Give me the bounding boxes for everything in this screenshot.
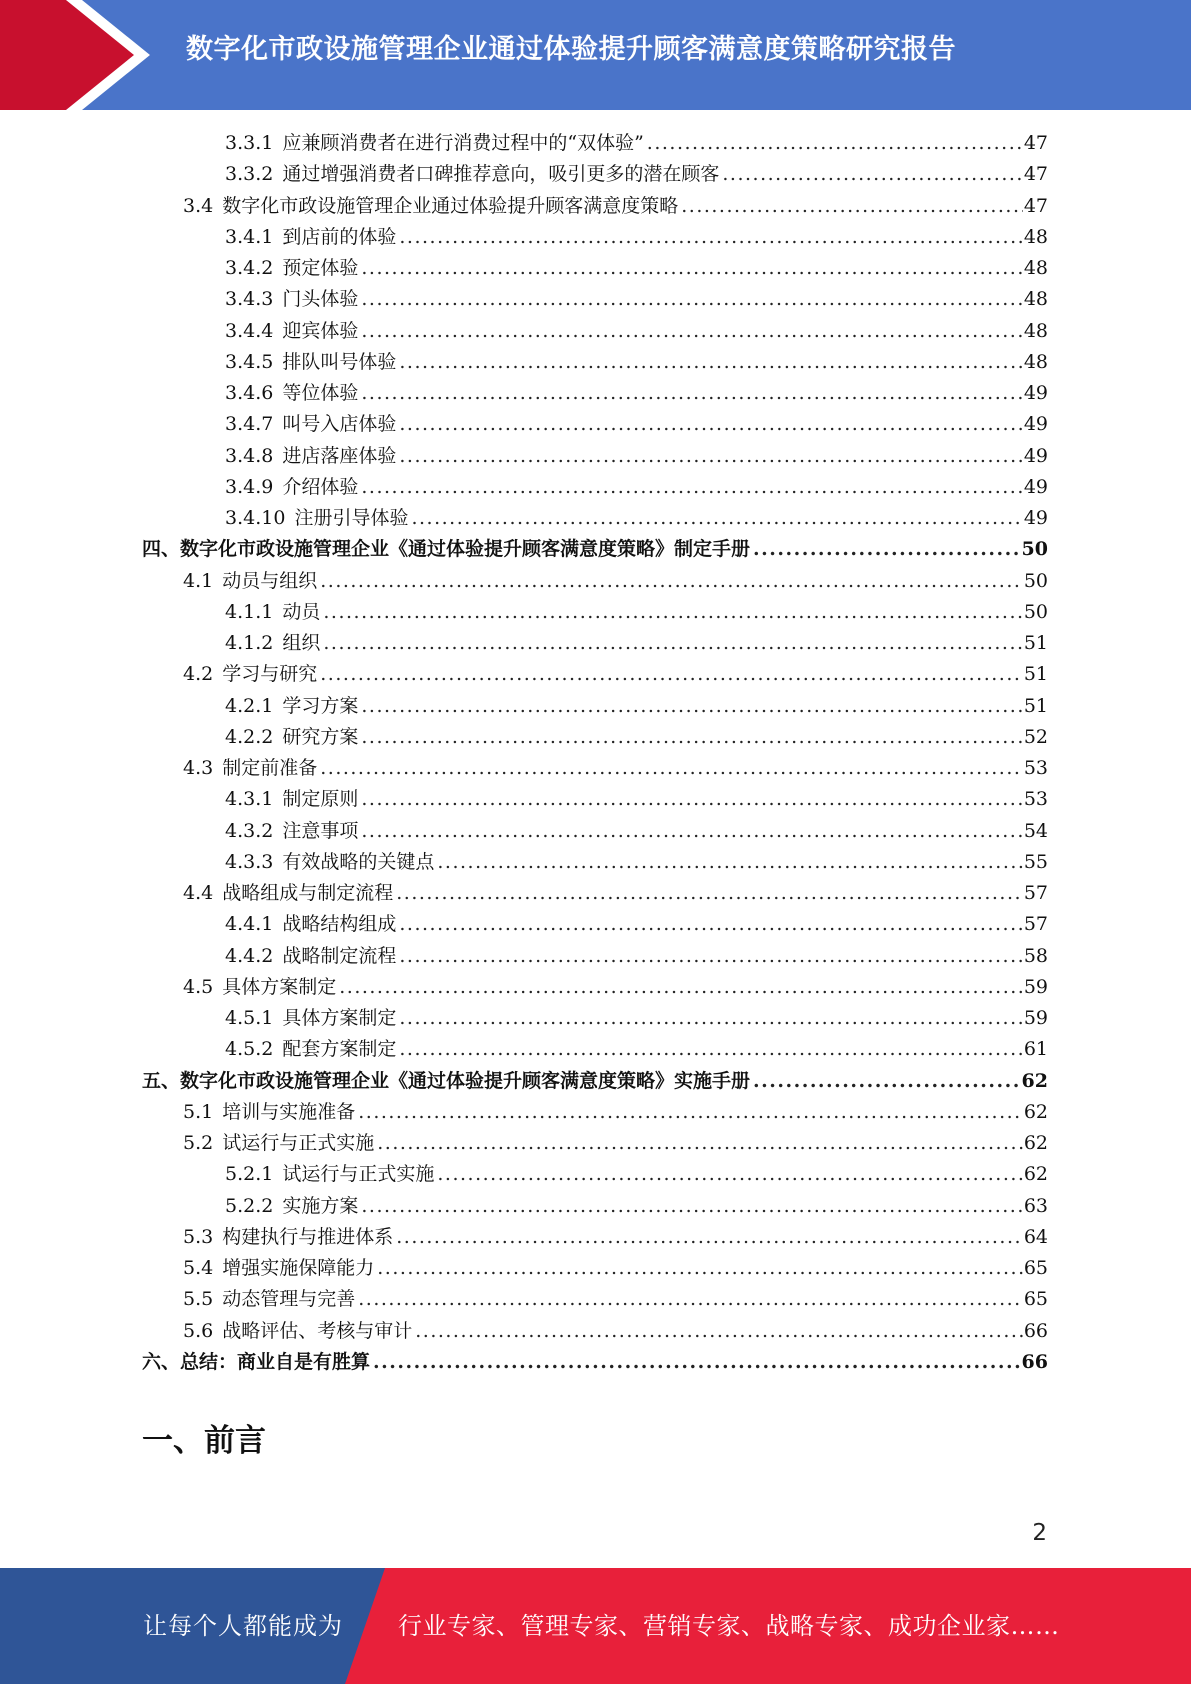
toc-entry-number: 4.4 — [183, 882, 214, 904]
toc-entry-title: 排队叫号体验 — [282, 350, 397, 373]
toc-entry-number: 5.6 — [183, 1319, 214, 1342]
toc-entry-page: 47 — [1023, 163, 1048, 186]
table-of-contents — [142, 128, 1048, 1378]
toc-leader-dots — [361, 722, 1022, 753]
toc-entry-title: 配套方案制定 — [282, 1038, 397, 1061]
toc-entry-page: 50 — [1023, 600, 1048, 623]
toc-leader-dots — [373, 1347, 1021, 1378]
toc-entry[interactable] — [142, 191, 1048, 222]
toc-entry[interactable] — [142, 941, 1048, 972]
toc-entry-number: 4.2.1 — [225, 694, 274, 717]
toc-entry[interactable] — [142, 784, 1048, 815]
toc-entry[interactable] — [142, 1159, 1048, 1190]
toc-leader-dots — [399, 1003, 1022, 1034]
toc-entry[interactable] — [142, 441, 1048, 472]
toc-entry-page: 49 — [1023, 382, 1048, 404]
toc-entry-page: 50 — [1021, 538, 1048, 561]
toc-entry-page: 62 — [1023, 1100, 1048, 1123]
toc-entry-page: 47 — [1023, 132, 1048, 154]
toc-entry-page: 51 — [1023, 632, 1048, 654]
toc-leader-dots — [361, 284, 1022, 315]
toc-leader-dots — [323, 597, 1022, 628]
toc-entry-title: 战略评估、考核与审计 — [222, 1319, 413, 1342]
toc-entry-title: 通过增强消费者口碑推荐意向，吸引更多的潜在顾客 — [282, 163, 720, 186]
toc-entry-title: 应兼顾消费者在进行消费过程中的“双体验” — [282, 132, 644, 154]
toc-entry-title: 进店落座体验 — [282, 444, 397, 467]
toc-entry-page: 53 — [1023, 757, 1048, 779]
toc-entry[interactable] — [142, 222, 1048, 253]
toc-entry[interactable] — [142, 503, 1048, 534]
toc-entry-number: 3.3.2 — [225, 163, 274, 186]
toc-entry-number: 4.1.1 — [225, 600, 274, 623]
toc-entry-number: 3.4.8 — [225, 444, 274, 467]
toc-entry[interactable] — [142, 1253, 1048, 1284]
toc-entry[interactable] — [142, 691, 1048, 722]
toc-entry-title: 等位体验 — [282, 382, 359, 404]
toc-entry-number: 5.2.2 — [225, 1194, 274, 1217]
toc-entry-number: 3.4.3 — [225, 288, 274, 311]
toc-entry-number: 5.4 — [183, 1257, 214, 1279]
toc-entry-number: 4.3.3 — [225, 850, 274, 873]
toc-leader-dots — [399, 409, 1022, 440]
toc-entry-title: 到店前的体验 — [282, 225, 397, 248]
toc-entry-number: 3.4.7 — [225, 413, 274, 436]
toc-entry-title: 具体方案制定 — [222, 975, 337, 998]
toc-entry[interactable] — [142, 597, 1048, 628]
toc-leader-dots — [339, 972, 1023, 1003]
toc-entry-title: 动员 — [282, 600, 321, 623]
toc-entry[interactable] — [142, 378, 1048, 409]
toc-entry-page: 48 — [1023, 225, 1048, 248]
toc-entry-title: 增强实施保障能力 — [222, 1257, 375, 1279]
toc-leader-dots — [399, 941, 1022, 972]
toc-leader-dots — [323, 628, 1022, 659]
toc-entry-page: 57 — [1023, 913, 1048, 936]
toc-entry-title: 组织 — [282, 632, 321, 654]
toc-entry-page: 62 — [1021, 1069, 1048, 1092]
toc-entry-page: 51 — [1023, 694, 1048, 717]
toc-entry[interactable] — [142, 1316, 1048, 1347]
toc-entry[interactable] — [142, 1347, 1048, 1378]
toc-entry-page: 50 — [1023, 569, 1048, 592]
toc-entry-title: 介绍体验 — [282, 475, 359, 498]
toc-entry-page: 58 — [1023, 944, 1048, 967]
toc-entry-title: 四、数字化市政设施管理企业《通过体验提升顾客满意度策略》制定手册 — [142, 538, 751, 561]
toc-entry-title: 战略组成与制定流程 — [222, 882, 394, 904]
toc-entry[interactable] — [142, 1222, 1048, 1253]
toc-entry[interactable] — [142, 878, 1048, 909]
toc-leader-dots — [361, 378, 1022, 409]
toc-entry-page: 53 — [1023, 788, 1048, 811]
toc-leader-dots — [320, 566, 1023, 597]
toc-entry-page: 55 — [1023, 850, 1048, 873]
toc-leader-dots — [320, 659, 1023, 690]
toc-entry-page: 49 — [1023, 413, 1048, 436]
toc-entry[interactable] — [142, 284, 1048, 315]
toc-entry-title: 学习与研究 — [222, 663, 318, 686]
footer-slogan-right: 行业专家、管理专家、营销专家、战略专家、成功企业家…… — [398, 1612, 1060, 1640]
toc-entry-page: 62 — [1023, 1132, 1048, 1154]
toc-entry-number: 3.4.2 — [225, 257, 274, 279]
toc-entry-page: 59 — [1023, 975, 1048, 998]
toc-entry[interactable] — [142, 128, 1048, 159]
toc-entry-title: 研究方案 — [282, 725, 359, 748]
toc-entry-page: 54 — [1023, 819, 1048, 842]
toc-leader-dots — [753, 1066, 1021, 1097]
toc-leader-dots — [399, 1034, 1022, 1065]
toc-entry[interactable] — [142, 1128, 1048, 1159]
toc-entry-number: 4.5.1 — [225, 1007, 274, 1029]
toc-entry-page: 62 — [1023, 1163, 1048, 1186]
toc-leader-dots — [396, 878, 1023, 909]
toc-entry[interactable] — [142, 847, 1048, 878]
toc-entry-number: 3.4.6 — [225, 382, 274, 404]
toc-entry[interactable] — [142, 1003, 1048, 1034]
toc-entry-number: 5.5 — [183, 1288, 214, 1311]
toc-entry-title: 动员与组织 — [222, 569, 318, 592]
toc-entry[interactable] — [142, 1034, 1048, 1065]
toc-leader-dots — [361, 472, 1022, 503]
toc-entry-number: 4.3.2 — [225, 819, 274, 842]
toc-leader-dots — [681, 191, 1023, 222]
toc-entry-title: 注册引导体验 — [294, 507, 409, 529]
toc-leader-dots — [437, 847, 1022, 878]
toc-leader-dots — [361, 784, 1022, 815]
toc-entry-page: 52 — [1023, 725, 1048, 748]
toc-leader-dots — [361, 691, 1022, 722]
toc-leader-dots — [361, 1191, 1022, 1222]
toc-entry[interactable] — [142, 347, 1048, 378]
toc-leader-dots — [415, 1316, 1023, 1347]
toc-entry[interactable] — [142, 628, 1048, 659]
toc-entry-title: 具体方案制定 — [282, 1007, 397, 1029]
toc-entry[interactable] — [142, 409, 1048, 440]
toc-entry[interactable] — [142, 972, 1048, 1003]
toc-entry-number: 4.3.1 — [225, 788, 274, 811]
toc-entry-title: 制定原则 — [282, 788, 359, 811]
toc-entry[interactable] — [142, 1066, 1048, 1097]
toc-entry-number: 5.2 — [183, 1132, 214, 1154]
toc-leader-dots — [437, 1159, 1022, 1190]
toc-entry-page: 48 — [1023, 319, 1048, 342]
toc-leader-dots — [361, 316, 1022, 347]
toc-entry-title: 动态管理与完善 — [222, 1288, 356, 1311]
toc-entry-title: 叫号入店体验 — [282, 413, 397, 436]
toc-entry-page: 65 — [1023, 1257, 1048, 1279]
toc-entry[interactable] — [142, 253, 1048, 284]
toc-leader-dots — [396, 1222, 1023, 1253]
toc-entry-number: 4.1.2 — [225, 632, 274, 654]
toc-entry-page: 51 — [1023, 663, 1048, 686]
toc-entry-number: 4.4.1 — [225, 913, 274, 936]
toc-entry-title: 门头体验 — [282, 288, 359, 311]
toc-entry-page: 49 — [1023, 507, 1048, 529]
toc-entry-page: 48 — [1023, 288, 1048, 311]
toc-entry-number: 3.4.5 — [225, 350, 274, 373]
toc-entry-number: 3.4.4 — [225, 319, 274, 342]
toc-entry-page: 66 — [1023, 1319, 1048, 1342]
toc-leader-dots — [753, 534, 1021, 565]
toc-entry-title: 构建执行与推进体系 — [222, 1225, 394, 1248]
toc-entry-page: 49 — [1023, 475, 1048, 498]
toc-entry[interactable] — [142, 1097, 1048, 1128]
toc-entry[interactable] — [142, 472, 1048, 503]
toc-entry[interactable] — [142, 534, 1048, 565]
page-footer — [0, 1568, 1191, 1684]
toc-entry[interactable] — [142, 1284, 1048, 1315]
footer-slogan-left: 让每个人都能成为 — [143, 1612, 343, 1640]
toc-leader-dots — [411, 503, 1022, 534]
page-number: 2 — [1032, 1520, 1047, 1546]
toc-leader-dots — [647, 128, 1023, 159]
toc-leader-dots — [399, 441, 1022, 472]
toc-leader-dots — [722, 159, 1022, 190]
toc-entry-page: 49 — [1023, 444, 1048, 467]
toc-entry[interactable] — [142, 816, 1048, 847]
toc-entry-page: 47 — [1023, 194, 1048, 217]
toc-entry-page: 66 — [1021, 1350, 1048, 1373]
toc-entry-page: 65 — [1023, 1288, 1048, 1311]
toc-leader-dots — [399, 347, 1022, 378]
toc-entry-page: 64 — [1023, 1225, 1048, 1248]
toc-entry-title: 有效战略的关键点 — [282, 850, 435, 873]
toc-entry[interactable] — [142, 909, 1048, 940]
toc-entry-number: 4.4.2 — [225, 944, 274, 967]
toc-leader-dots — [358, 1097, 1023, 1128]
toc-leader-dots — [361, 253, 1022, 284]
toc-entry-number: 4.5.2 — [225, 1038, 274, 1061]
toc-entry-title: 制定前准备 — [222, 757, 318, 779]
toc-leader-dots — [399, 909, 1022, 940]
toc-entry-title: 五、数字化市政设施管理企业《通过体验提升顾客满意度策略》实施手册 — [142, 1069, 751, 1092]
toc-entry-title: 数字化市政设施管理企业通过体验提升顾客满意度策略 — [222, 194, 679, 217]
toc-entry-page: 57 — [1023, 882, 1048, 904]
toc-entry-page: 48 — [1023, 350, 1048, 373]
toc-entry-title: 培训与实施准备 — [222, 1100, 356, 1123]
toc-entry-number: 4.2.2 — [225, 725, 274, 748]
header-chevron-decoration — [0, 0, 160, 110]
toc-entry-number: 3.4.9 — [225, 475, 274, 498]
toc-entry-title: 注意事项 — [282, 819, 359, 842]
toc-entry-title: 战略结构组成 — [282, 913, 397, 936]
toc-entry-title: 试运行与正式实施 — [282, 1163, 435, 1186]
toc-entry-title: 学习方案 — [282, 694, 359, 717]
toc-entry[interactable] — [142, 659, 1048, 690]
toc-entry-number: 5.2.1 — [225, 1163, 274, 1186]
toc-entry-number: 5.1 — [183, 1100, 214, 1123]
toc-entry-number: 3.3.1 — [225, 132, 274, 154]
toc-leader-dots — [377, 1253, 1023, 1284]
toc-leader-dots — [361, 816, 1022, 847]
toc-entry-title: 预定体验 — [282, 257, 359, 279]
page-header — [0, 0, 1191, 110]
toc-entry-number: 4.5 — [183, 975, 214, 998]
toc-leader-dots — [320, 753, 1023, 784]
toc-entry-number: 4.1 — [183, 569, 214, 592]
toc-entry-page: 61 — [1023, 1038, 1048, 1061]
toc-entry-title: 迎宾体验 — [282, 319, 359, 342]
section-heading: 一、前言 — [142, 1423, 266, 1459]
toc-entry[interactable] — [142, 753, 1048, 784]
toc-entry[interactable] — [142, 159, 1048, 190]
toc-leader-dots — [377, 1128, 1023, 1159]
toc-entry-title: 试运行与正式实施 — [222, 1132, 375, 1154]
toc-entry-title: 实施方案 — [282, 1194, 359, 1217]
toc-leader-dots — [399, 222, 1022, 253]
toc-entry[interactable] — [142, 1191, 1048, 1222]
toc-entry-title: 六、总结：商业自是有胜算 — [142, 1350, 371, 1373]
toc-entry-number: 3.4.10 — [225, 507, 286, 529]
header-title: 数字化市政设施管理企业通过体验提升顾客满意度策略研究报告 — [186, 34, 956, 65]
toc-entry[interactable] — [142, 566, 1048, 597]
toc-entry[interactable] — [142, 316, 1048, 347]
toc-entry-page: 59 — [1023, 1007, 1048, 1029]
toc-entry-number: 4.3 — [183, 757, 214, 779]
toc-entry-number: 3.4 — [183, 194, 214, 217]
toc-entry[interactable] — [142, 722, 1048, 753]
toc-leader-dots — [358, 1284, 1023, 1315]
toc-entry-page: 63 — [1023, 1194, 1048, 1217]
toc-entry-title: 战略制定流程 — [282, 944, 397, 967]
toc-entry-number: 5.3 — [183, 1225, 214, 1248]
toc-entry-number: 4.2 — [183, 663, 214, 686]
toc-entry-page: 48 — [1023, 257, 1048, 279]
toc-entry-number: 3.4.1 — [225, 225, 274, 248]
